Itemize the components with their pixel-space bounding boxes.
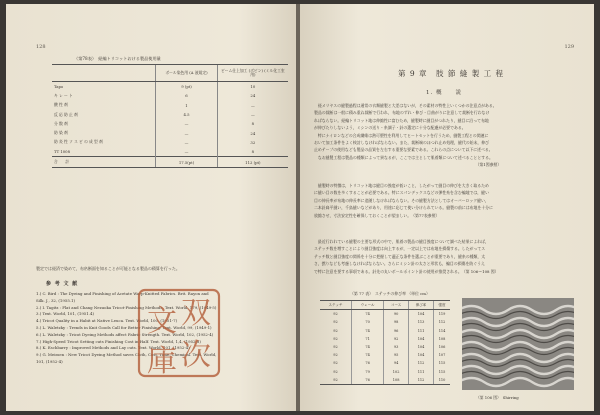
table-cell: 6 — [156, 91, 217, 100]
table-cell: 113 — [409, 318, 434, 326]
table-cell: 90 — [384, 310, 409, 319]
paragraph — [314, 238, 580, 275]
table-cell: 防 染 剤 — [54, 130, 68, 136]
paragraph — [314, 102, 580, 169]
table-cell: 107 — [434, 351, 450, 359]
table-cell: 74 — [352, 343, 384, 351]
table-row — [320, 376, 450, 385]
table-header: コース — [384, 301, 409, 310]
table2-caption: （第 77 表） ステッチの伸び率 （単位 cm） — [350, 291, 430, 296]
table-row — [52, 82, 288, 92]
table-cell: 95 — [384, 351, 409, 359]
table-cell: 93 — [384, 343, 409, 351]
svg-text:庫: 庫 — [147, 344, 177, 379]
table-header-row — [52, 65, 288, 82]
table-row — [320, 318, 450, 326]
stitch-table — [320, 300, 450, 385]
table-cell: 24 — [217, 91, 288, 100]
table-row — [320, 368, 450, 376]
table-total-row — [52, 157, 288, 167]
table-cell: — — [156, 147, 217, 157]
table-cell: 1 — [156, 101, 217, 110]
text-line: 経メリヤスの縫製過程は通常の衣類縫製と大差はないが，その素材の特性上いくつかの注意点がある。 — [314, 103, 497, 108]
table-cell: 分 散 剤 — [54, 120, 68, 126]
text-line: ればならない。経編トリコット地は伸縮性に富むため，縫製時に縫目がつれたり，縫目に沿って布地 — [314, 117, 489, 123]
table-header: ウェール — [352, 301, 384, 310]
table-header: ステッチ — [320, 301, 352, 310]
reference-item: 4.) Tricot Quality in a Habit at Native Leuca. Text. World, 100, (1951-7) — [36, 318, 178, 324]
table-cell: 79 — [352, 368, 384, 376]
text-line: 製品の裁断は一般に積み重ね裁断で行われ，布地のずれ・伸び・目曲がりに注意して裁断を行わなけ — [314, 110, 490, 116]
reference-item: 9.) G. Meissen : New Tricot Dyeing Method saves Cloth, Cost, Time. Chemical. Text. World, — [36, 352, 217, 358]
library-stamp-icon — [136, 287, 222, 379]
table-row — [320, 335, 450, 343]
text-line: が伸びたりしないよう，ミシンの送り・糸調子・針の選定に十分な配慮が必要である。 — [314, 125, 466, 131]
table-row — [320, 343, 450, 351]
usage-table — [52, 64, 288, 168]
table-header: ビーム仕上加工 (ボビン) (ミル化工室用) — [217, 65, 288, 82]
references-heading: 参 考 文 献 — [46, 281, 79, 287]
table-cell: 92 — [333, 361, 338, 366]
table-cell: 76 — [352, 376, 384, 385]
table-header-row — [320, 301, 450, 310]
reference-item: 8.) K. Eschbarry : Improved Methods and Lay cuts. Text. World, 101, (1952-4) — [36, 345, 190, 351]
table-cell: 98 — [384, 318, 409, 326]
table-cell: 防 炎 性 ソ ス ビ の 成 型 剤 — [54, 139, 103, 145]
table-row — [52, 138, 288, 147]
table-cell: 112 — [409, 359, 434, 367]
table-cell: 8 — [217, 147, 288, 157]
table-cell: 74 — [352, 351, 384, 359]
table-cell: 9 (pt) — [156, 82, 217, 92]
svg-text:文: 文 — [147, 304, 177, 339]
table-cell: 70 — [352, 318, 384, 326]
left-page — [6, 4, 297, 411]
table-cell: 112 — [434, 318, 450, 326]
table-cell: 8 — [217, 119, 288, 128]
text-line: おいて加工条件をよく検討しなければならない。また，裁断端のほつれ止め処理，縫代の始末，伸び — [314, 140, 490, 146]
reference-item: 2.) I. Tagitz : Flat and Chang Nezuoka Tricot-Finishing Methods. Text. World, 179, (1949-5) — [36, 304, 217, 310]
chapter-title: 第 9 章 肢 節 縫 製 工 程 — [398, 69, 504, 78]
table-cell: TT 1008 — [54, 149, 71, 155]
shirring-photo — [462, 298, 574, 390]
left-page-number: 128 — [36, 44, 46, 50]
table-header: 伸び率 — [409, 301, 434, 310]
table-cell: — — [156, 128, 217, 137]
right-page-number: 129 — [564, 44, 574, 50]
svg-text:双: 双 — [181, 296, 211, 331]
table-cell: 24 — [217, 128, 288, 137]
table-cell: 71 — [352, 335, 384, 343]
text-line: なお縫製工程は製品の種類によって異なるが，ここでは主として肌着類について述べることとする。 — [314, 154, 493, 160]
text-line: 特にナイロンなどの合成繊維は熱可塑性を利用してヒートセットを行うため，縫製工程との関連に — [314, 132, 489, 138]
table-row — [52, 128, 288, 137]
table-header: ボール染色用 (A 液規定) — [156, 65, 217, 82]
table-cell: 32 — [217, 138, 288, 147]
reference-item: 101, (1952-4) — [36, 358, 63, 364]
table-cell: 112 — [409, 376, 434, 385]
table-cell: 106 — [434, 343, 450, 351]
table-cell: キ レ ー ト — [54, 92, 73, 98]
table-row — [320, 310, 450, 319]
table-cell: 酸 性 剤 — [54, 102, 68, 108]
text-line: 止めテープの使用なども製品の品質を左右する重要な要素である。これらの点について以下に述べる。 — [314, 147, 493, 153]
table-cell: 92 — [333, 320, 338, 325]
table-row — [52, 101, 288, 110]
table-cell: 反 応 防 止 剤 — [54, 111, 78, 117]
table-cell: Tapo — [54, 84, 64, 90]
table-cell: 102 — [384, 368, 409, 376]
reference-item: 6.) L. Waletzky : Tricot Dyeing Methods affect Fabric Strength. Text. World, 102, (1952-4) — [36, 331, 214, 337]
table-header — [52, 65, 156, 82]
table-row — [52, 91, 288, 100]
table-cell: 92 — [384, 335, 409, 343]
table-cell: 111 — [409, 327, 434, 335]
text-line: に縫い目の数を多くすることが必要である。特にスパンデックスなどの弾性糸を含む編地では，縫い — [314, 190, 489, 196]
table-cell: — — [217, 110, 288, 119]
table-cell: 104 — [409, 343, 434, 351]
text-line: さ，撚りなども考慮しなければならない。さらにミシン針の太さと形状も，編目の損傷を防ぐうえ — [314, 261, 485, 267]
text-line: 放縮させ，寸法安定性を確保しておくことが望ましい。（第77表参照） — [314, 212, 440, 218]
table-cell: 92 — [333, 369, 338, 374]
table-row — [52, 110, 288, 119]
table-row — [52, 147, 288, 157]
reference-item: 7.) High-Speed Tricot Setting cuts Finishing Cost in Half. Text. World, 1,4, (1952-8) — [36, 338, 201, 344]
table-cell: — — [217, 101, 288, 110]
table-cell: 111 — [409, 368, 434, 376]
table-cell: 110 — [434, 376, 450, 385]
table-cell: 112 (pt) — [217, 157, 288, 167]
table-cell: 10 — [217, 82, 288, 92]
table-cell: 92 — [333, 328, 338, 333]
table-cell: 104 — [409, 351, 434, 359]
table-note: 製定では経済で染めて，布帛断面を知ることが可能となる製品の積算を行った。 — [36, 266, 180, 271]
paragraph — [314, 182, 580, 219]
table-cell: 114 — [434, 327, 450, 335]
table-header: 強度 — [434, 301, 450, 310]
table-cell: 合 計 — [52, 157, 156, 167]
table-cell: 92 — [333, 353, 338, 358]
table-cell: 94 — [384, 359, 409, 367]
table-row — [320, 327, 450, 335]
text-line: ステッチ数を増すことにより縫目強度は向上するが，一定以上では布地を損傷する。したがってス — [314, 246, 486, 252]
table-cell: — — [156, 119, 217, 128]
table-row — [52, 119, 288, 128]
table-cell: 74 — [352, 310, 384, 319]
table-cell: 115 — [434, 359, 450, 367]
reference-item: 1.) C. Bird : The Dyeing and Finishing of Acetate Warp-Knitted Fabrics. Brit. Rayon and — [36, 291, 209, 296]
text-line: （第1図参照） — [314, 162, 502, 168]
svg-text:次: 次 — [181, 338, 211, 373]
text-line: テッチ数と縫目強度の関係を十分に把握して適正な条件を選ぶことが重要であり，縫糸の種類，太 — [314, 253, 486, 259]
table-cell: 119 — [434, 310, 450, 319]
table-row — [320, 351, 450, 359]
reference-item: 5.) L. Waletzky : Trends in Knit Goods Call for Better Finishing. Text. World, 99, (1949-1) — [36, 324, 212, 330]
table-cell: 74 — [352, 327, 384, 335]
text-line: 最近行われている縫製の主要な形式の中で，肌着の製品の縫目強度について調べた結果によれば， — [314, 239, 489, 244]
text-line: 縫製時の特徴は，トリコット地は縫目の強度が低いこと，したがって縫目の伸びを大きく取るため — [314, 183, 489, 188]
book-spread — [6, 4, 594, 411]
text-line: 二本針扁平縫い，千鳥縫いなどがあり，用途に応じて使い分けられている。縫製の前には布地を十分に — [314, 205, 493, 211]
table-cell: 76 — [352, 359, 384, 367]
table-cell: 92 — [333, 345, 338, 350]
table-cell: 17.5(pt) — [156, 157, 217, 167]
reference-item: 3.) Text. World, 101, (1951.4) — [36, 311, 94, 317]
table-caption: （第78表） 経編トリコットおける製品使用量 — [74, 56, 161, 61]
reference-item: Silk. J., 32, (1955.1) — [36, 297, 76, 303]
table-cell: 104 — [409, 310, 434, 319]
table-cell: 96 — [384, 327, 409, 335]
table-cell: 4.5 — [156, 110, 217, 119]
table-cell: 92 — [333, 312, 338, 317]
table-cell: 104 — [409, 335, 434, 343]
right-page — [300, 4, 594, 411]
table-cell: 115 — [434, 368, 450, 376]
photo-caption: （第 106 図） Shirring — [476, 395, 519, 400]
section-title: 1. 概 説 — [426, 90, 462, 96]
text-line: 目の伸長率が布地の伸長率に追随しなければならない。その縫製方法としてはオーバーロック縫い， — [314, 197, 489, 203]
table-cell: 92 — [333, 336, 338, 341]
table-cell: 108 — [384, 376, 409, 385]
table-cell: 92 — [320, 376, 352, 385]
text-line: で特に注意を要する事項である。針先の丸いボールポイント針の使用が推奨される。（第 106〜108 図） — [314, 268, 499, 274]
table-row — [320, 359, 450, 367]
table-cell: 108 — [434, 335, 450, 343]
table-cell: — — [156, 138, 217, 147]
